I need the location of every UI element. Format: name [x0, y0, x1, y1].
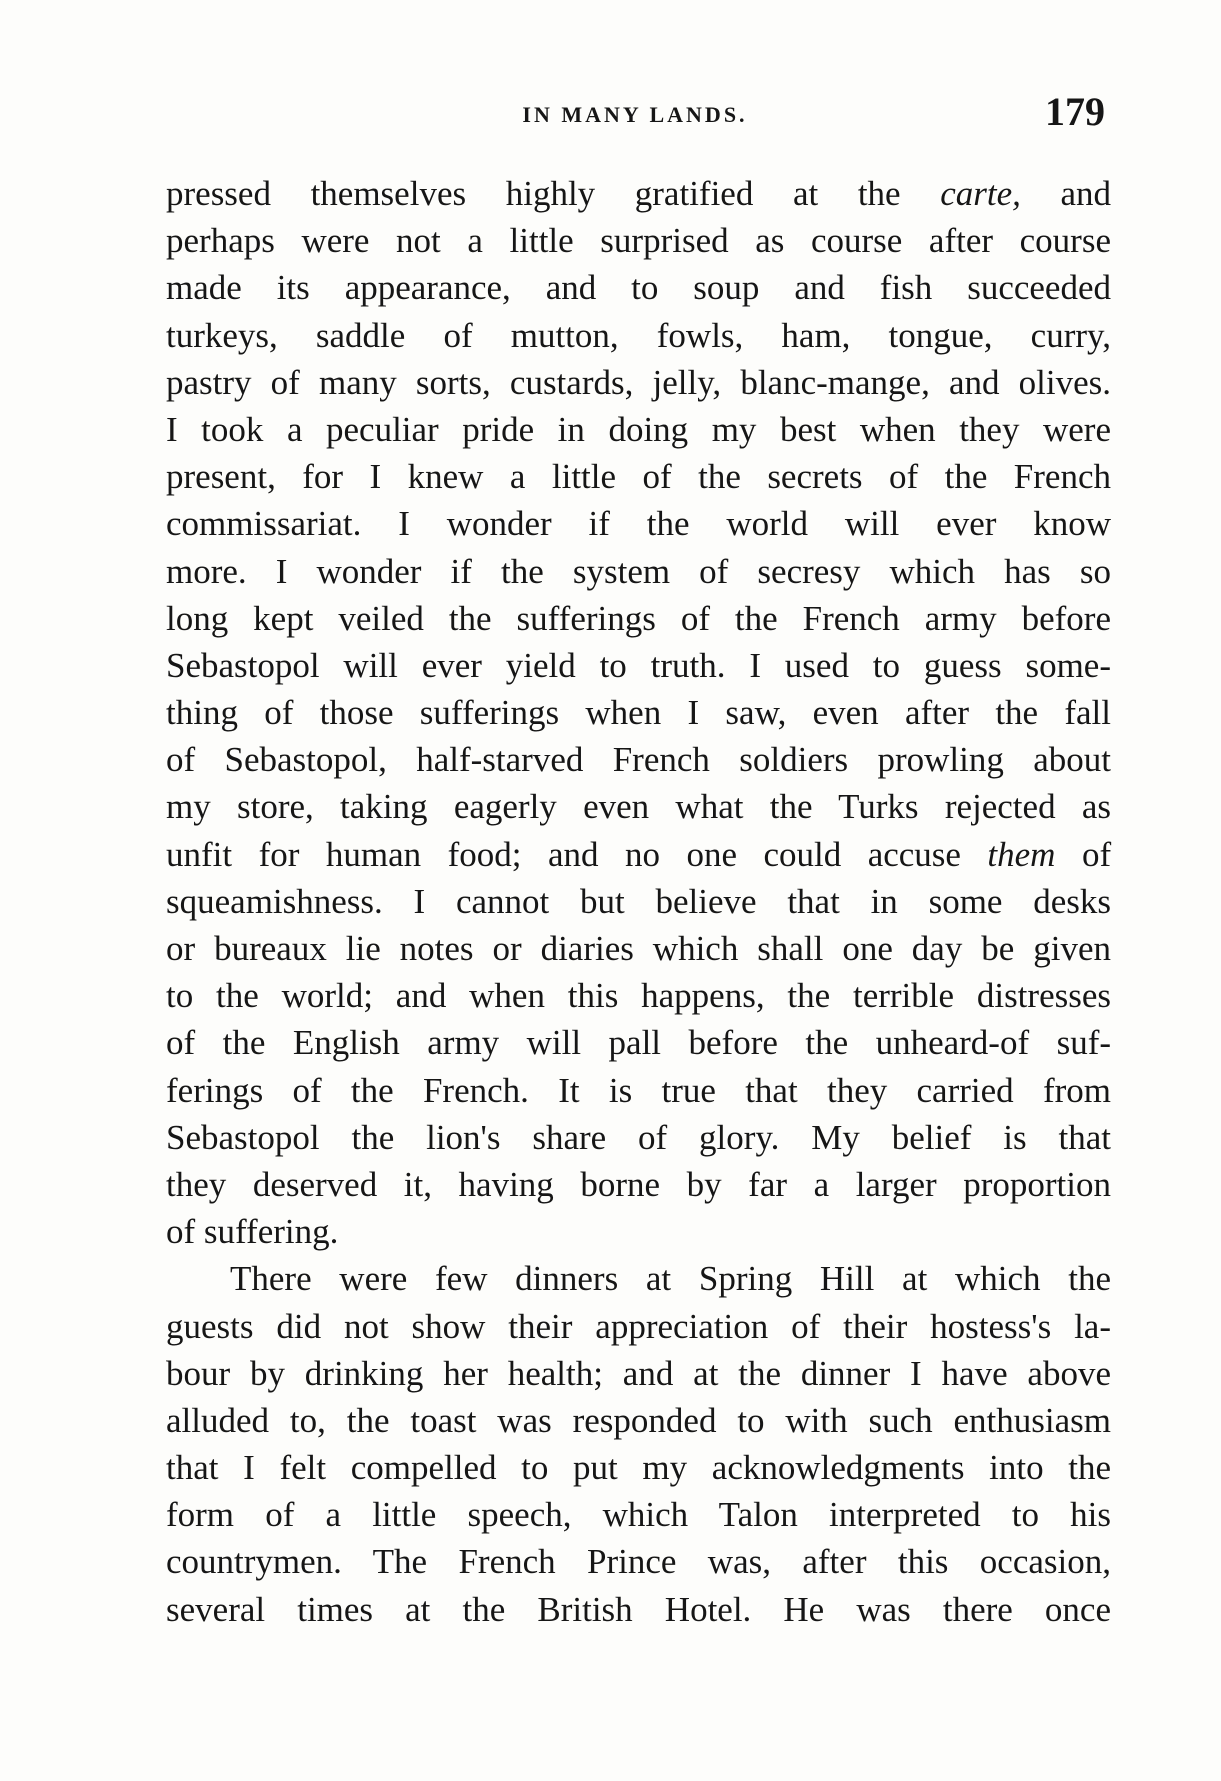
- text-line: I took a peculiar pride in doing my best when they were: [166, 409, 1111, 449]
- text-line: or bureaux lie notes or diaries which shall one day be given: [166, 929, 1111, 968]
- text-line: more. I wonder if the system of secresy which has so: [166, 551, 1111, 591]
- text-line: of the English army will pall before the unheard-of suf-: [166, 1023, 1111, 1063]
- text-line: Sebastopol will ever yield to truth. I used to guess some-: [166, 645, 1111, 685]
- text-line: of Sebastopol, half-starved French soldiers prowling about: [166, 740, 1111, 780]
- text-line: There were few dinners at Spring Hill at which the: [230, 1259, 1111, 1299]
- text-line: they deserved it, having borne by far a larger proportion: [166, 1164, 1111, 1204]
- running-head: [165, 88, 1105, 138]
- text-line: my store, taking eagerly even what the Turks rejected as: [166, 787, 1111, 827]
- text-line: alluded to, the toast was responded to with such enthusiasm: [166, 1400, 1111, 1440]
- text-line: present, for I knew a little of the secrets of the French: [166, 457, 1111, 497]
- text-line: Sebastopol the lion's share of glory. My belief is that: [166, 1117, 1111, 1157]
- text-line: made its appearance, and to soup and fish succeeded: [166, 268, 1111, 308]
- text-line: pressed themselves highly gratified at the carte, and: [166, 174, 1112, 213]
- text-line: guests did not show their appreciation of their hostess's la-: [166, 1306, 1111, 1346]
- text-line: unfit for human food; and no one could accuse them of: [166, 834, 1112, 874]
- text-line: pastry of many sorts, custards, jelly, blanc-mange, and olives.: [166, 362, 1111, 402]
- text-line: long kept veiled the sufferings of the French army before: [166, 598, 1111, 638]
- text-line: of suffering.: [166, 1212, 339, 1252]
- page-number: 179: [1045, 89, 1105, 134]
- text-line: several times at the British Hotel. He was there once: [166, 1589, 1111, 1629]
- text-line: form of a little speech, which Talon interpreted to his: [166, 1495, 1111, 1535]
- text-line: turkeys, saddle of mutton, fowls, ham, tongue, curry,: [166, 315, 1111, 355]
- text-line: commissariat. I wonder if the world will ever know: [166, 504, 1111, 544]
- text-line: countrymen. The French Prince was, after this occasion,: [166, 1542, 1111, 1582]
- text-line: that I felt compelled to put my acknowledgments into the: [166, 1448, 1111, 1488]
- running-title: IN MANY LANDS.: [522, 102, 748, 127]
- text-line: ferings of the French. It is true that they carried from: [166, 1070, 1111, 1110]
- text-line: squeamishness. I cannot but believe that in some desks: [166, 881, 1111, 921]
- text-line: to the world; and when this happens, the terrible distresses: [166, 976, 1111, 1016]
- text-line: perhaps were not a little surprised as course after course: [166, 221, 1111, 261]
- text-line: bour by drinking her health; and at the dinner I have above: [166, 1353, 1111, 1393]
- body-text: [166, 170, 1111, 1633]
- text-line: thing of those sufferings when I saw, even after the fall: [166, 693, 1111, 733]
